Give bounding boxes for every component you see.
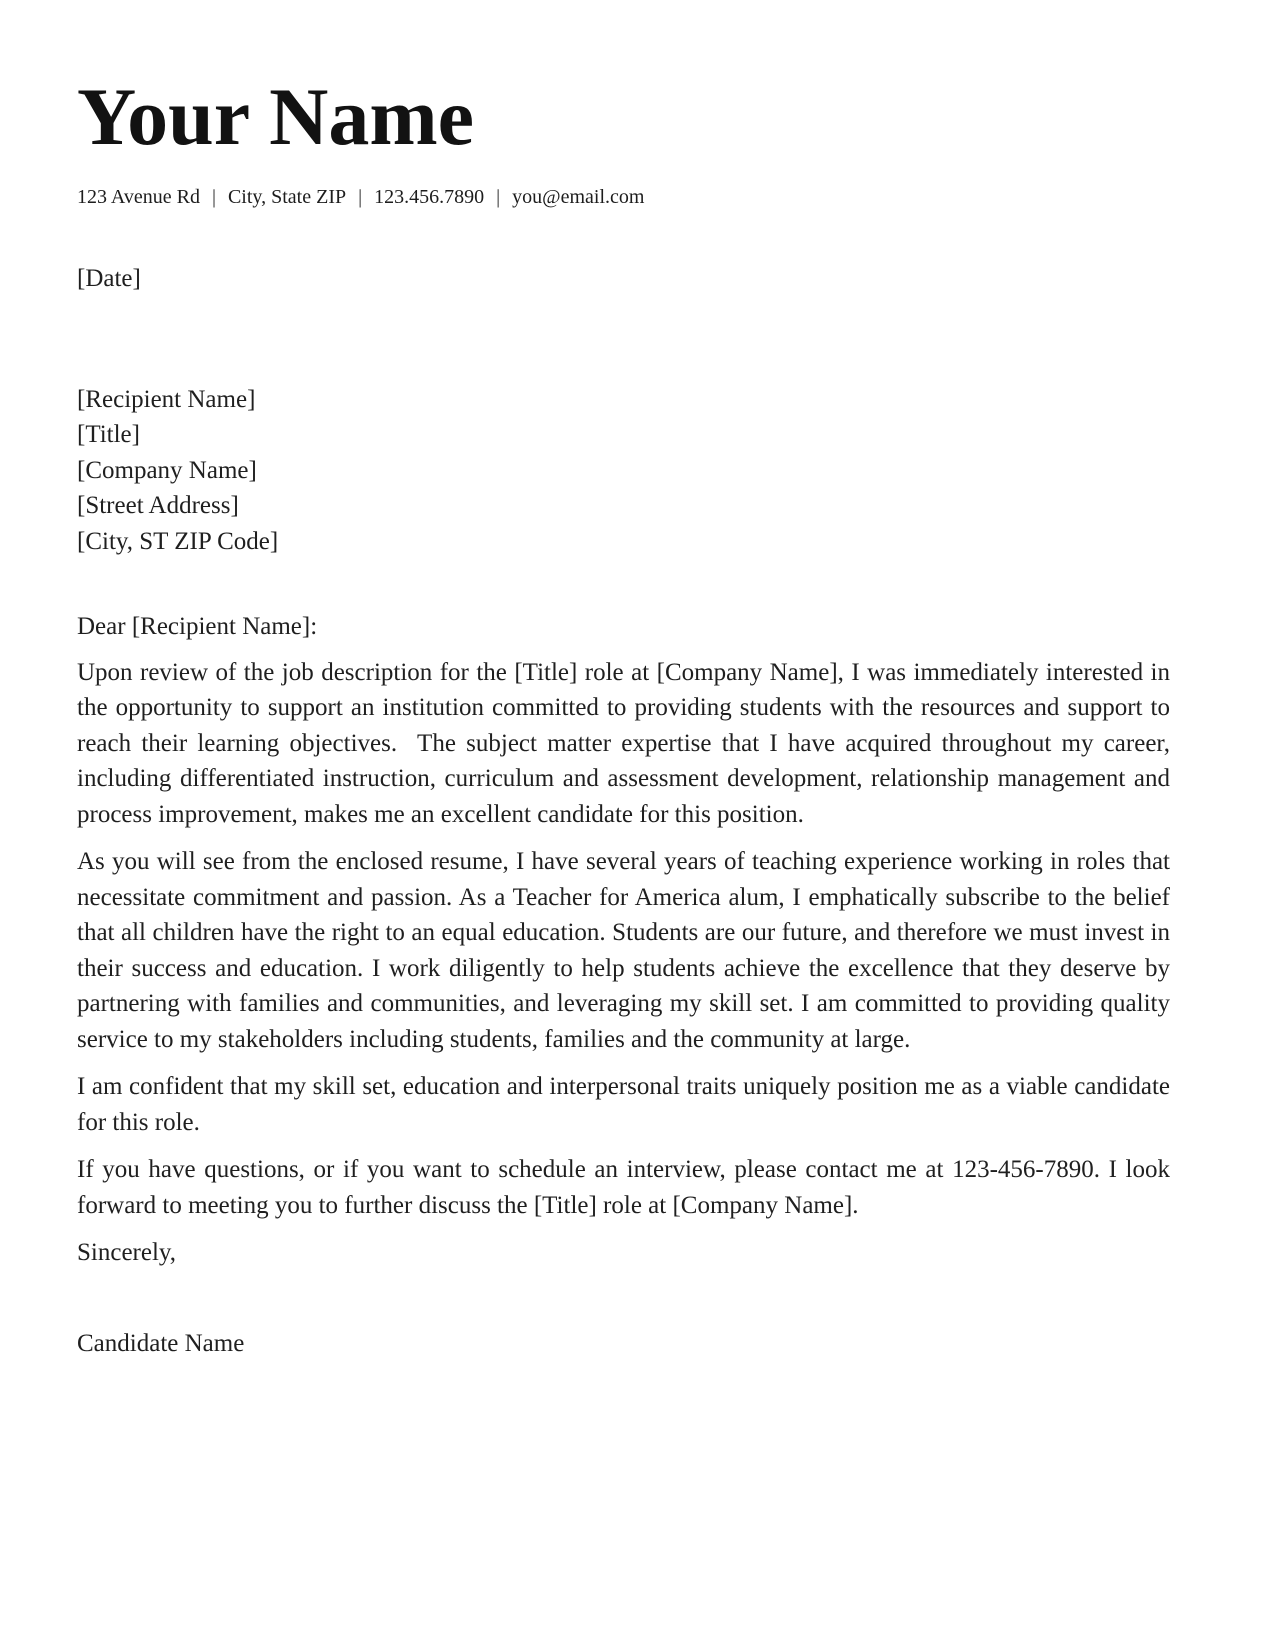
recipient-city-line: [City, ST ZIP Code]: [77, 527, 279, 555]
signature-name: Candidate Name: [77, 1329, 245, 1357]
contact-info: [77, 184, 1170, 210]
recipient-block: [77, 382, 1170, 560]
contact-separator: |: [496, 186, 501, 209]
date-placeholder: [Date]: [77, 265, 141, 293]
contact-separator: |: [358, 186, 363, 209]
paragraph-intro: Upon review of the job description for the [Title] role at [Company Name], I was immediately interested in the opportunity to support an institution committed to providing students with the resources and support to reach their learning objectives. The subject matter expertise that I have acquired throughout my career, including differentiated instruction, curriculum and assessment development, relationship management and process improvement, makes me an excellent candidate for this position.: [77, 658, 1177, 828]
closing: Sincerely,: [77, 1239, 177, 1267]
paragraph-experience: As you will see from the enclosed resume, I have several years of teaching experience working in roles that necessitate commitment and passion. As a Teacher for America alum, I emphatically subscribe to the belief that all children have the right to an equal education. Students are our future, and therefore we must invest in their success and education. I work diligently to help students achieve the excellence that they deserve by partnering with families and communities, and leveraging my skill set. I am committed to providing quality service to my stakeholders including students, families and the community at large.: [77, 848, 1177, 1053]
contact-email: you@email.com: [512, 186, 645, 209]
contact-city-state-zip: City, State ZIP: [227, 186, 347, 209]
recipient-title-line: [Title]: [77, 421, 140, 449]
contact-address: 123 Avenue Rd: [77, 186, 200, 209]
page-title: Your Name: [77, 71, 475, 162]
salutation: Dear [Recipient Name]:: [77, 613, 318, 641]
recipient-name-line: [Recipient Name]: [77, 385, 256, 413]
recipient-street-line: [Street Address]: [77, 492, 239, 520]
contact-separator: |: [211, 186, 216, 209]
recipient-company-line: [Company Name]: [77, 456, 257, 484]
paragraph-confidence: I am confident that my skill set, education and interpersonal traits uniquely position me as a viable candidate for this role.: [77, 1073, 1177, 1136]
paragraph-contact-request: If you have questions, or if you want to schedule an interview, please contact me at 123-456-7890. I look forward to meeting you to further discuss the [Title] role at [Company Name].: [77, 1156, 1177, 1219]
contact-phone: 123.456.7890: [374, 186, 485, 209]
